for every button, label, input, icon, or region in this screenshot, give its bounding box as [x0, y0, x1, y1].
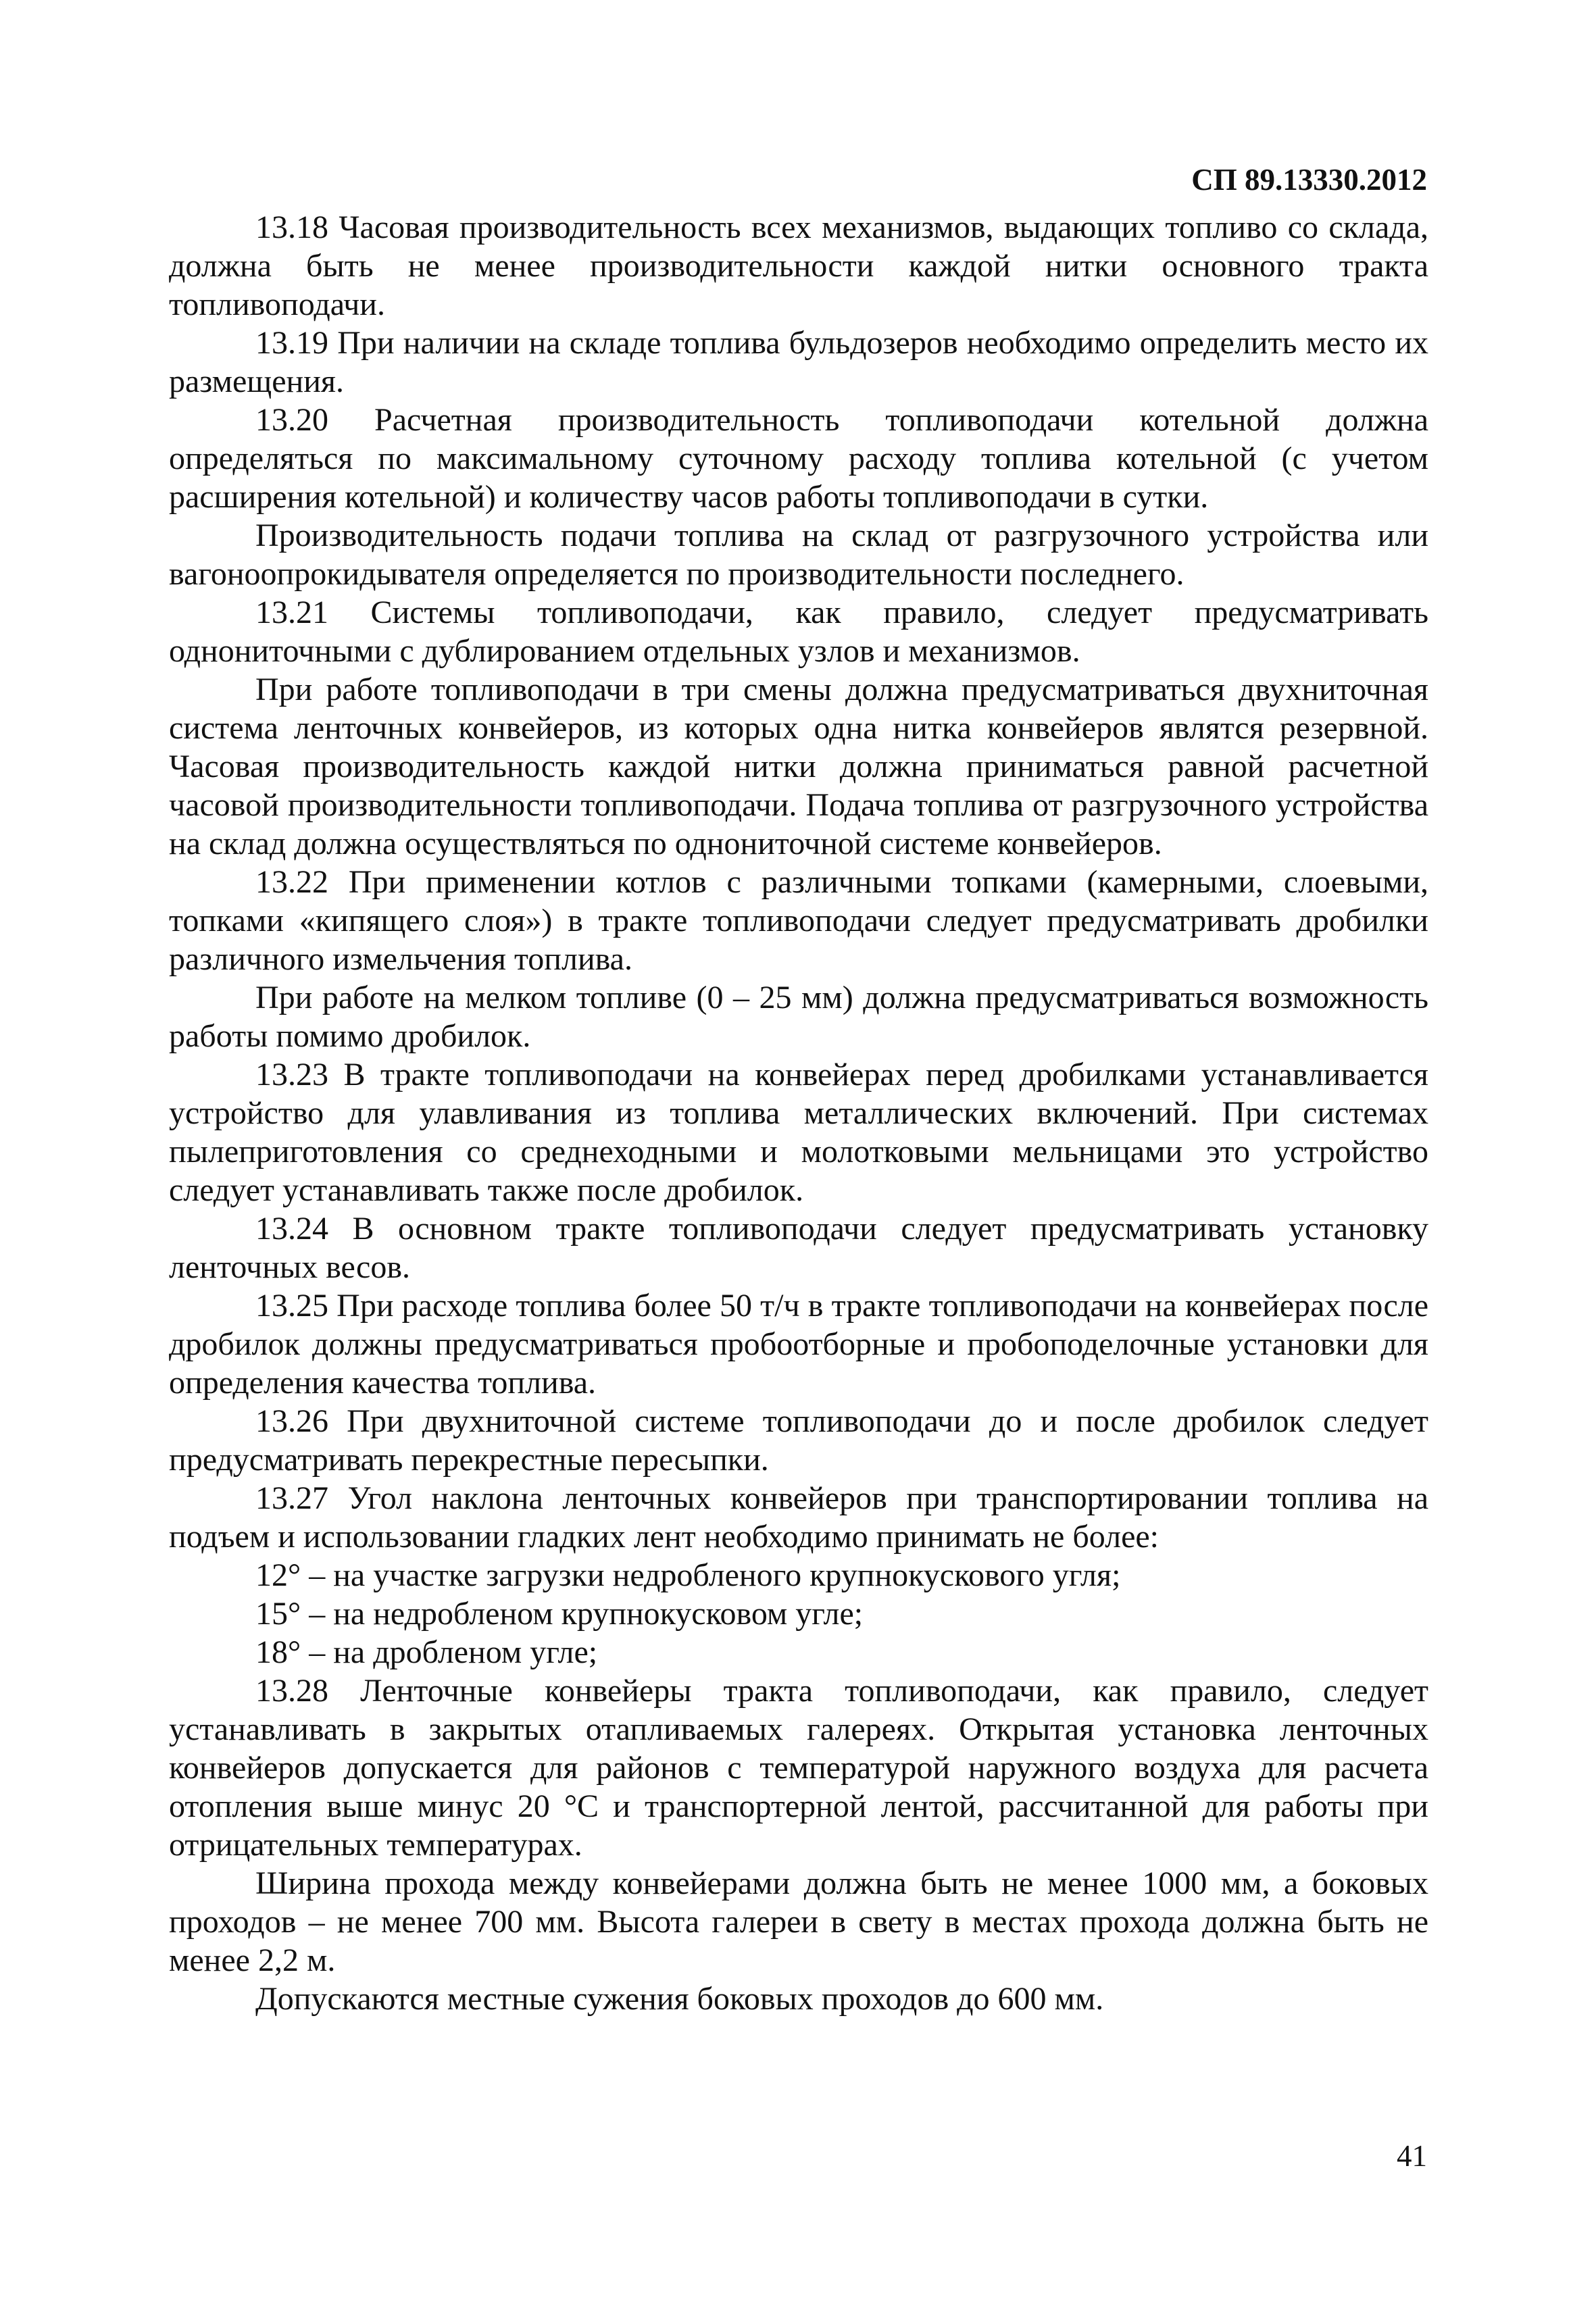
paragraph-13-19: 13.19 При наличии на складе топлива бульдозеров необходимо определить место их размещения.: [169, 325, 1428, 399]
list-item-angle-15: 15° – на недробленом крупнокусковом угле;: [255, 1596, 864, 1632]
paragraph-13-28-width: Ширина прохода между конвейерами должна быть не менее 1000 мм, а боковых проходов – не менее 700 мм. Высота галереи в свету в местах прохода должна быть не менее 2,2 м.: [169, 1865, 1428, 1978]
document-code: СП 89.13330.2012: [1191, 163, 1427, 197]
paragraph-13-22: 13.22 При применении котлов с различными топками (камерными, слоевыми, топками «кипящего слоя») в тракте топливоподачи следует предусматривать дробилки различного измельчения топлива.: [169, 864, 1428, 977]
paragraph-13-24: 13.24 В основном тракте топливоподачи следует предусматривать установку ленточных весов.: [169, 1211, 1428, 1285]
paragraph-13-22-continued: При работе на мелком топливе (0 – 25 мм) должна предусматриваться возможность работы помимо дробилок.: [169, 980, 1428, 1054]
paragraph-13-27: 13.27 Угол наклона ленточных конвейеров при транспортировании топлива на подъем и использовании гладких лент необходимо принимать не более:: [169, 1480, 1428, 1555]
paragraph-13-28: 13.28 Ленточные конвейеры тракта топливоподачи, как правило, следует устанавливать в закрытых отапливаемых галереях. Открытая установка ленточных конвейеров допускается для районов с температурой наружного воздуха для расчета отопления выше минус 20 °С и транспортерной лентой, рассчитанной для работы при отрицательных температурах.: [169, 1673, 1428, 1863]
paragraph-13-20: 13.20 Расчетная производительность топливоподачи котельной должна определяться по максимальному суточному расходу топлива котельной (с учетом расширения котельной) и количеству часов работы топливоподачи в сутки.: [169, 402, 1428, 515]
document-body: [169, 208, 1428, 2018]
paragraph-13-23: 13.23 В тракте топливоподачи на конвейерах перед дробилками устанавливается устройство для улавливания из топлива металлических включений. При системах пылеприготовления со среднеходными и молотковыми мельницами это устройство следует устанавливать также после дробилок.: [169, 1057, 1428, 1208]
paragraph-13-18: 13.18 Часовая производительность всех механизмов, выдающих топливо со склада, должна быть не менее производительности каждой нитки основного тракта топливоподачи.: [169, 209, 1428, 322]
page-number: 41: [1397, 2139, 1427, 2173]
paragraph-13-28-narrowing: Допускаются местные сужения боковых проходов до 600 мм.: [255, 1981, 1104, 2017]
paragraph-13-20-continued: Производительность подачи топлива на склад от разгрузочного устройства или вагоноопрокидывателя определяется по производительности последнего.: [169, 518, 1428, 592]
paragraph-13-26: 13.26 При двухниточной системе топливоподачи до и после дробилок следует предусматривать перекрестные пересыпки.: [169, 1403, 1428, 1478]
list-item-angle-18: 18° – на дробленом угле;: [255, 1634, 598, 1670]
paragraph-13-21-continued: При работе топливоподачи в три смены должна предусматриваться двухниточная система ленточных конвейеров, из которых одна нитка конвейеров являтся резервной. Часовая производительность каждой нитки должна приниматься равной расчетной часовой производительности топливоподачи. Подача топлива от разгрузочного устройства на склад должна осуществляться по однониточной системе конвейеров.: [169, 672, 1428, 861]
paragraph-13-21: 13.21 Системы топливоподачи, как правило, следует предусматривать однониточными с дублированием отдельных узлов и механизмов.: [169, 595, 1428, 669]
list-item-angle-12: 12° – на участке загрузки недробленого крупнокускового угля;: [255, 1557, 1121, 1593]
paragraph-13-25: 13.25 При расходе топлива более 50 т/ч в тракте топливоподачи на конвейерах после дробилок должны предусматриваться пробоотборные и пробоподелочные установки для определения качества топлива.: [169, 1288, 1428, 1401]
